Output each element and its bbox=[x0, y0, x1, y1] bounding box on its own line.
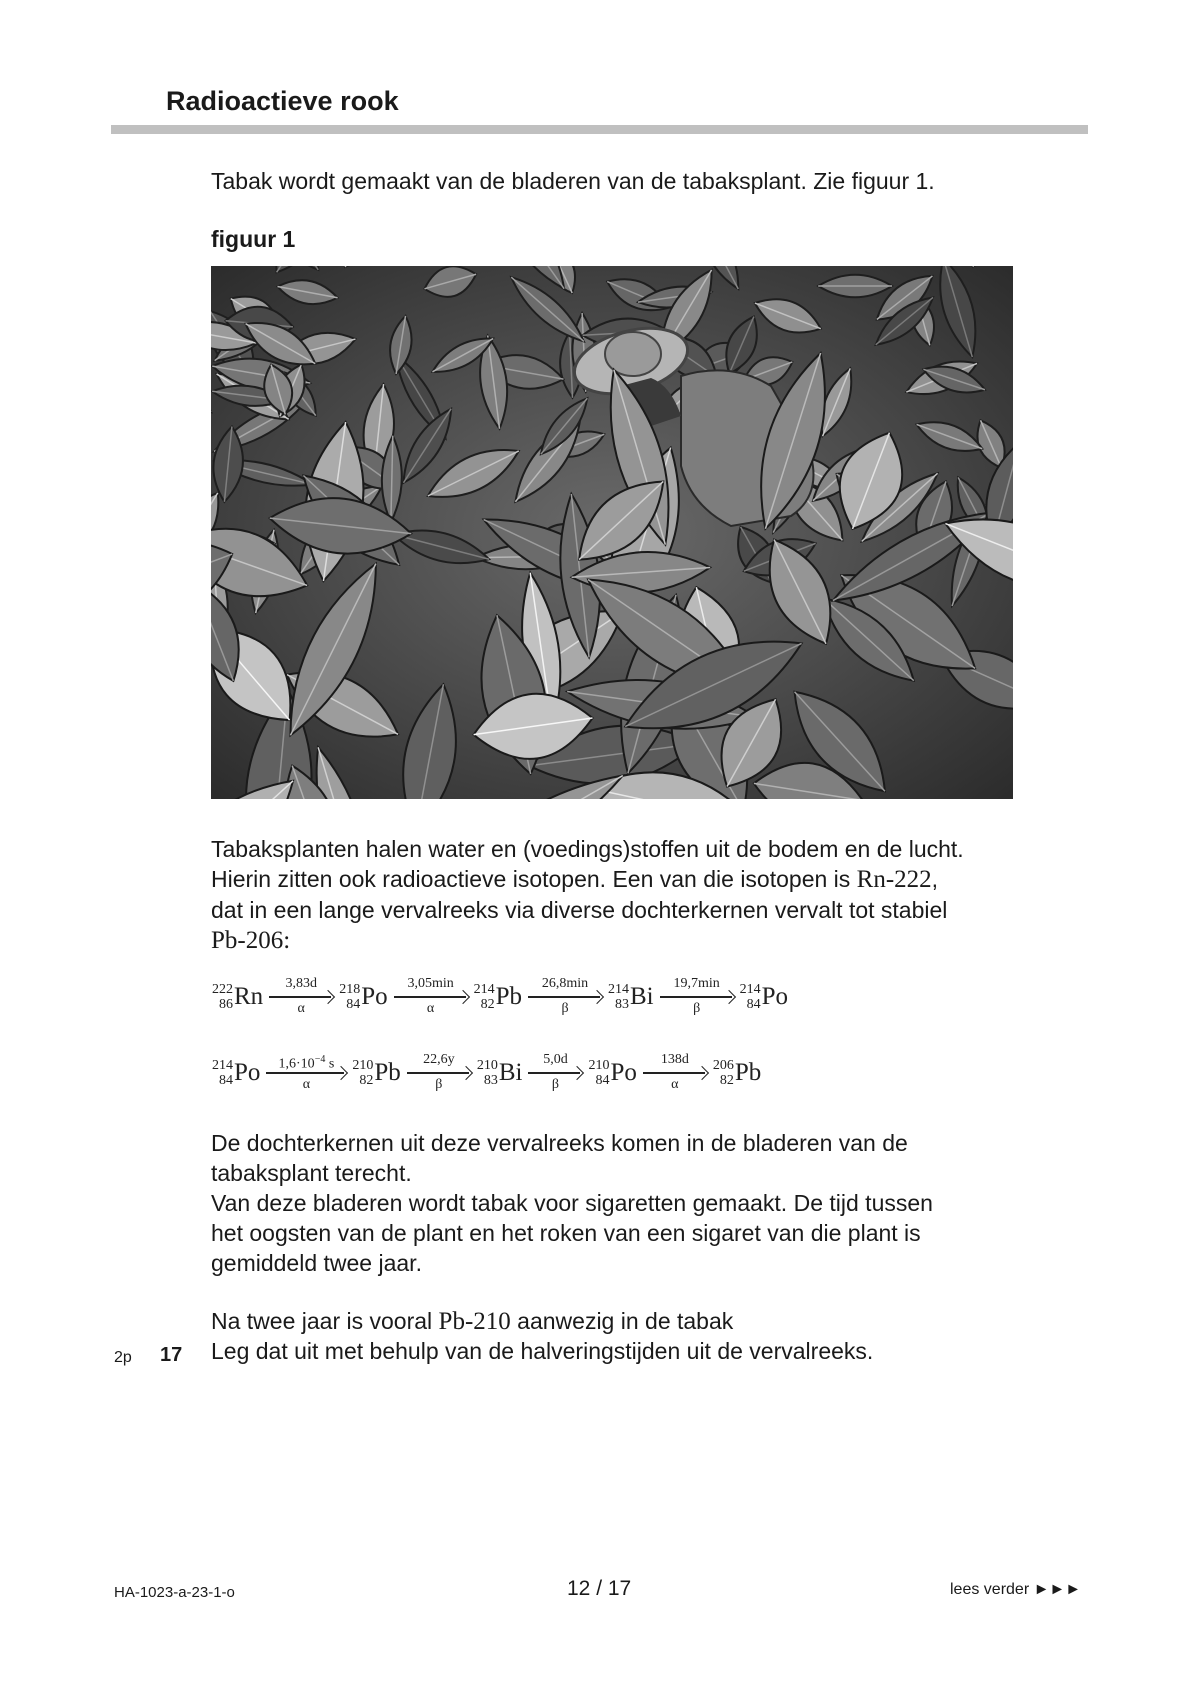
half-life-base: 1,6·10 bbox=[278, 1056, 315, 1072]
decay-type: β bbox=[561, 1001, 569, 1016]
decay-arrow bbox=[643, 1053, 707, 1093]
leaves-line-4: het oogsten van de plant en het roken van een sigaret van die plant is bbox=[211, 1220, 921, 1246]
atomic-number: 84 bbox=[595, 1073, 610, 1088]
leaves-line-5: gemiddeld twee jaar. bbox=[211, 1250, 422, 1276]
mass-number: 210 bbox=[476, 1058, 498, 1073]
nuclide-numbers bbox=[474, 982, 495, 1012]
uptake-line-1: Tabaksplanten halen water en (voedings)stoffen uit de bodem en de lucht. bbox=[211, 836, 964, 862]
decay-type: α bbox=[426, 1001, 435, 1016]
half-life-label: 3,05min bbox=[407, 976, 454, 991]
leaves-line-2: tabaksplant terecht. bbox=[211, 1160, 412, 1186]
paragraph-leaves bbox=[211, 1128, 933, 1278]
half-life-label: 19,7min bbox=[673, 976, 720, 991]
continue-indicator: lees verder ►►► bbox=[950, 1581, 1082, 1598]
nuclide-po-218 bbox=[339, 982, 387, 1012]
decay-arrow bbox=[269, 977, 333, 1017]
isotope-pb206: Pb-206: bbox=[211, 927, 291, 954]
arrow-head-icon bbox=[722, 990, 736, 1004]
mass-number: 214 bbox=[473, 982, 495, 997]
uptake-line-2-pre: Hierin zitten ook radioactieve isotopen. Een van die isotopen is bbox=[211, 866, 857, 892]
nuclide-numbers bbox=[740, 982, 761, 1012]
nuclide-bi-214 bbox=[608, 982, 654, 1012]
mass-number: 214 bbox=[739, 982, 761, 997]
decay-arrow bbox=[407, 1053, 471, 1093]
question-number: 17 bbox=[160, 1344, 183, 1366]
nuclide-numbers bbox=[212, 982, 233, 1012]
decay-type: β bbox=[435, 1077, 443, 1092]
paragraph-pb210 bbox=[211, 1306, 733, 1337]
decay-type: α bbox=[671, 1077, 679, 1092]
isotope-pb210: Pb-210 bbox=[438, 1308, 511, 1335]
atomic-number: 86 bbox=[219, 997, 233, 1012]
nuclide-numbers bbox=[352, 1058, 373, 1088]
nuclide-po-210 bbox=[588, 1058, 636, 1088]
decay-type: α bbox=[302, 1077, 311, 1092]
atomic-number: 84 bbox=[219, 1073, 233, 1088]
element-symbol: Pb bbox=[495, 983, 522, 1010]
nuclide-numbers bbox=[713, 1058, 734, 1088]
element-symbol: Bi bbox=[498, 1059, 523, 1086]
element-symbol: Rn bbox=[234, 983, 264, 1010]
arrow-head-icon bbox=[459, 1066, 473, 1080]
mass-number: 218 bbox=[339, 982, 361, 997]
nuclide-bi-210 bbox=[477, 1058, 523, 1088]
decay-arrow bbox=[528, 977, 602, 1017]
element-symbol: Pb bbox=[734, 1059, 762, 1086]
atomic-number: 84 bbox=[346, 997, 361, 1012]
element-symbol: Po bbox=[234, 1059, 261, 1086]
exam-code: HA-1023-a-23-1-o bbox=[114, 1584, 235, 1601]
element-symbol: Po bbox=[610, 1059, 637, 1086]
element-symbol: Po bbox=[361, 983, 388, 1010]
question-points: 2p bbox=[114, 1349, 132, 1366]
pb210-post: aanwezig in de tabak bbox=[510, 1308, 734, 1334]
intro-text: Tabak wordt gemaakt van de bladeren van de tabaksplant. Zie figuur 1. bbox=[211, 168, 935, 194]
arrow-head-icon bbox=[695, 1066, 709, 1080]
half-life-label bbox=[278, 1053, 335, 1072]
decay-type: α bbox=[297, 1001, 305, 1016]
decay-arrow bbox=[660, 977, 734, 1017]
element-symbol: Pb bbox=[374, 1059, 401, 1086]
arrow-head-icon bbox=[590, 990, 604, 1004]
half-life-exponent: −4 bbox=[314, 1054, 326, 1065]
half-life-label: 3,83d bbox=[285, 976, 317, 991]
arrow-head-icon bbox=[570, 1066, 584, 1080]
paragraph-uptake bbox=[211, 834, 964, 956]
nuclide-pb-214 bbox=[474, 982, 522, 1012]
leaves-line-1: De dochterkernen uit deze vervalreeks komen in de bladeren van de bbox=[211, 1130, 908, 1156]
arrow-head-icon bbox=[334, 1066, 348, 1080]
half-life-label: 26,8min bbox=[541, 976, 589, 991]
decay-type: β bbox=[693, 1001, 701, 1016]
element-symbol: Po bbox=[761, 983, 789, 1010]
decay-arrow bbox=[394, 977, 468, 1017]
nuclide-rn-222 bbox=[212, 982, 263, 1012]
question-text: Leg dat uit met behulp van de halveringstijden uit de vervalreeks. bbox=[211, 1338, 874, 1364]
nuclide-pb-210 bbox=[352, 1058, 400, 1088]
half-life-label: 138d bbox=[660, 1052, 689, 1067]
decay-chain-row-2 bbox=[212, 1048, 761, 1098]
section-title: Radioactieve rook bbox=[166, 86, 399, 116]
nuclide-pb-206 bbox=[713, 1058, 761, 1088]
decay-type: β bbox=[551, 1077, 559, 1092]
atomic-number: 82 bbox=[359, 1073, 374, 1088]
half-life-label: 5,0d bbox=[543, 1052, 568, 1067]
decay-arrow bbox=[266, 1053, 346, 1093]
mass-number: 210 bbox=[352, 1058, 374, 1073]
leaves-line-3: Van deze bladeren wordt tabak voor sigaretten gemaakt. De tijd tussen bbox=[211, 1190, 933, 1216]
mass-number: 222 bbox=[212, 982, 233, 997]
element-symbol: Bi bbox=[630, 983, 654, 1010]
mass-number: 206 bbox=[712, 1058, 734, 1073]
atomic-number: 82 bbox=[480, 997, 495, 1012]
decay-arrow bbox=[528, 1053, 582, 1093]
isotope-rn222: Rn-222 bbox=[856, 866, 932, 893]
arrow-head-icon bbox=[456, 990, 470, 1004]
mass-number: 214 bbox=[212, 1058, 233, 1073]
atomic-number: 83 bbox=[615, 997, 629, 1012]
half-life-unit: s bbox=[325, 1056, 335, 1072]
nuclide-numbers bbox=[339, 982, 360, 1012]
nuclide-numbers bbox=[212, 1058, 233, 1088]
atomic-number: 84 bbox=[746, 997, 761, 1012]
nuclide-numbers bbox=[608, 982, 629, 1012]
pb210-pre: Na twee jaar is vooral bbox=[211, 1308, 439, 1334]
uptake-line-3: dat in een lange vervalreeks via diverse dochterkernen vervalt tot stabiel bbox=[211, 897, 948, 923]
nuclide-po-214 bbox=[212, 1058, 260, 1088]
nuclide-numbers bbox=[588, 1058, 609, 1088]
nuclide-po-214 bbox=[740, 982, 788, 1012]
arrow-head-icon bbox=[321, 990, 335, 1004]
atomic-number: 82 bbox=[719, 1073, 734, 1088]
atomic-number: 83 bbox=[483, 1073, 498, 1088]
tobacco-field-photo bbox=[211, 266, 1013, 799]
page-number: 12 / 17 bbox=[567, 1577, 632, 1600]
uptake-line-2-post: , bbox=[931, 866, 939, 892]
nuclide-numbers bbox=[477, 1058, 498, 1088]
mass-number: 214 bbox=[608, 982, 629, 997]
decay-chain-row-1 bbox=[212, 972, 788, 1022]
mass-number: 210 bbox=[588, 1058, 610, 1073]
half-life-label: 22,6y bbox=[423, 1052, 455, 1067]
title-divider bbox=[111, 125, 1088, 134]
figure-label: figuur 1 bbox=[211, 226, 296, 252]
